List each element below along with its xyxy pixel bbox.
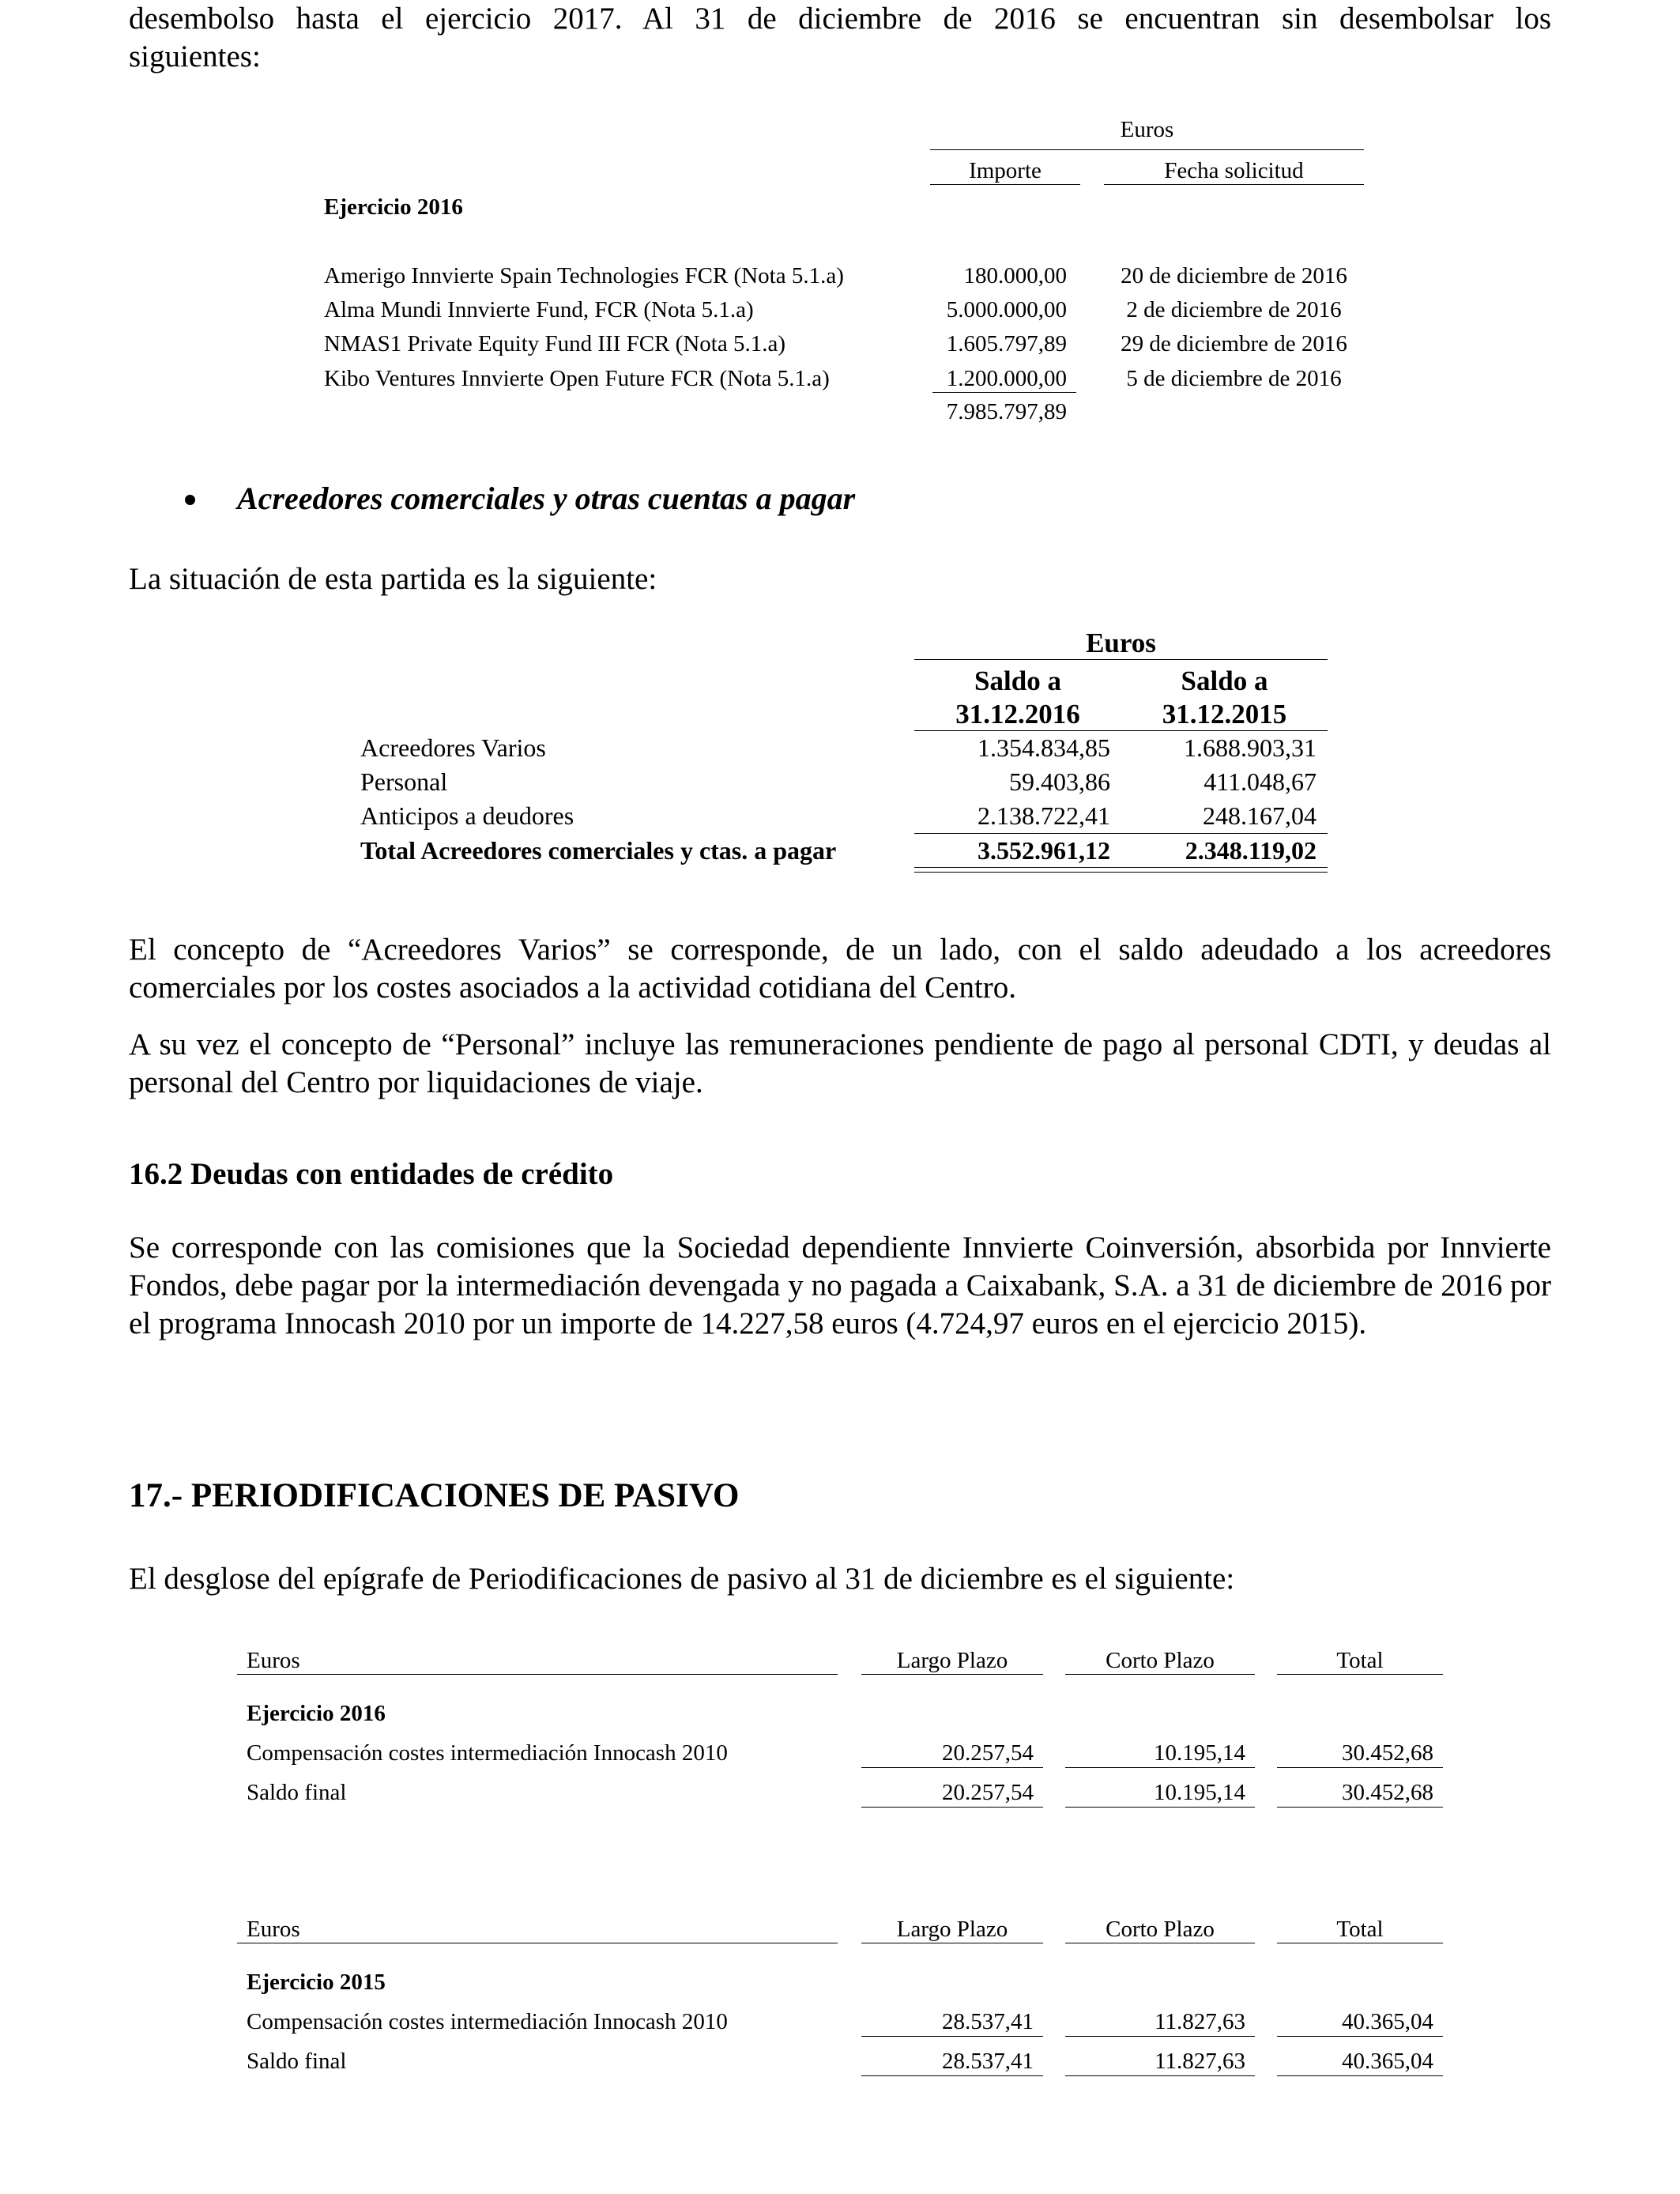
pending-row-label: Amerigo Innvierte Spain Technologies FCR (Nota 5.1.a) — [324, 263, 844, 288]
pending-row-label: Kibo Ventures Innvierte Open Future FCR (Nota 5.1.a) — [324, 366, 830, 391]
periodificaciones-heading: 17.- PERIODIFICACIONES DE PASIVO — [129, 1477, 740, 1514]
pending-row-label: NMAS1 Private Equity Fund III FCR (Nota 5.1.a) — [324, 331, 785, 356]
pending-row-importe: 180.000,00 — [963, 263, 1067, 288]
pending-row-fecha: 5 de diciembre de 2016 — [1126, 366, 1342, 391]
pending-row-label: Alma Mundi Innvierte Fund, FCR (Nota 5.1.a) — [324, 297, 754, 322]
bullet-icon — [185, 495, 195, 505]
pending-row-fecha: 20 de diciembre de 2016 — [1121, 263, 1347, 288]
acreedores-row-2016: 2.138.722,41 — [977, 801, 1110, 830]
acreedores-row-2016: 59.403,86 — [1009, 767, 1110, 796]
acreedores-total-2016: 3.552.961,12 — [977, 836, 1110, 865]
acreedores-col-2015-line2: 31.12.2015 — [1162, 699, 1287, 729]
acreedores-paragraph-1: El concepto de “Acreedores Varios” se corresponde, de un lado, con el saldo adeudado a los acreedores comerciales por los costes asociados a la actividad cotidiana del Centro. — [129, 933, 1551, 1005]
acreedores-heading: Acreedores comerciales y otras cuentas a pagar — [237, 481, 856, 516]
row-corto: 11.827,63 — [1155, 2009, 1245, 2034]
pending-table-group-header: Euros — [1120, 117, 1174, 142]
saldo-largo: 28.537,41 — [942, 2049, 1034, 2074]
acreedores-col-2016-line1: Saldo a — [974, 665, 1061, 696]
saldo-total: 40.365,04 — [1342, 2049, 1433, 2074]
saldo-total: 30.452,68 — [1342, 1780, 1433, 1805]
acreedores-row-2016: 1.354.834,85 — [977, 733, 1110, 762]
acreedores-col-2016-line2: 31.12.2016 — [955, 699, 1080, 729]
acreedores-col-2015-line1: Saldo a — [1181, 665, 1268, 696]
deudas-heading: 16.2 Deudas con entidades de crédito — [129, 1157, 614, 1191]
row-largo: 20.257,54 — [942, 1740, 1034, 1766]
saldo-largo: 20.257,54 — [942, 1780, 1034, 1805]
periodificaciones-intro: El desglose del epígrafe de Periodificaciones de pasivo al 31 de diciembre es el siguiente: — [129, 1562, 1235, 1596]
acreedores-row-2015: 1.688.903,31 — [1184, 733, 1317, 762]
intro-paragraph — [129, 0, 1551, 76]
row-corto: 10.195,14 — [1154, 1740, 1245, 1766]
col-largo-plazo: Largo Plazo — [896, 1917, 1008, 1942]
pending-row-fecha: 2 de diciembre de 2016 — [1126, 297, 1342, 322]
acreedores-row-2015: 248.167,04 — [1203, 801, 1317, 830]
pending-row-importe: 5.000.000,00 — [946, 297, 1067, 322]
pending-col-importe: Importe — [969, 158, 1042, 183]
intro-line-1: desembolso hasta el ejercicio 2017. Al 31 de diciembre de 2016 se encuentran sin desembolsar los — [129, 2, 1551, 36]
row-total: 40.365,04 — [1342, 2009, 1433, 2034]
section-label: Ejercicio 2016 — [247, 1701, 386, 1726]
col-corto-plazo: Corto Plazo — [1106, 1917, 1215, 1942]
pending-col-fecha: Fecha solicitud — [1164, 158, 1304, 183]
col-total: Total — [1336, 1917, 1384, 1942]
pending-total: 7.985.797,89 — [946, 399, 1067, 424]
row-label: Compensación costes intermediación Innocash 2010 — [247, 2009, 728, 2034]
pending-row-importe: 1.605.797,89 — [946, 331, 1067, 356]
acreedores-row-label: Anticipos a deudores — [360, 801, 574, 830]
pending-section-label: Ejercicio 2016 — [324, 194, 463, 220]
row-label: Compensación costes intermediación Innocash 2010 — [247, 1740, 728, 1766]
saldo-label: Saldo final — [247, 1780, 347, 1805]
pending-row-importe: 1.200.000,00 — [946, 366, 1067, 391]
col-corto-plazo: Corto Plazo — [1106, 1648, 1215, 1673]
acreedores-total-2015: 2.348.119,02 — [1185, 836, 1317, 865]
acreedores-row-label: Acreedores Varios — [360, 733, 546, 762]
acreedores-row-label: Personal — [360, 767, 448, 796]
row-largo: 28.537,41 — [942, 2009, 1034, 2034]
row-total: 30.452,68 — [1342, 1740, 1433, 1766]
pending-row-fecha: 29 de diciembre de 2016 — [1121, 331, 1347, 356]
acreedores-total-label: Total Acreedores comerciales y ctas. a pagar — [360, 836, 837, 865]
col-euros: Euros — [247, 1648, 300, 1673]
intro-line-2: siguientes: — [129, 40, 261, 74]
acreedores-row-2015: 411.048,67 — [1203, 767, 1317, 796]
saldo-corto: 11.827,63 — [1155, 2049, 1245, 2074]
acreedores-paragraph-2: A su vez el concepto de “Personal” incluye las remuneraciones pendiente de pago al personal CDTI, y deudas al personal del Centro por liquidaciones de viaje. — [129, 1027, 1551, 1099]
col-total: Total — [1336, 1648, 1384, 1673]
deudas-paragraph: Se corresponde con las comisiones que la Sociedad dependiente Innvierte Coinversión, absorbida por Innvierte Fondos, debe pagar por la intermediación devengada y no pagada a Caixabank, S.A. a 31 de diciembre de 2016 por el programa Innocash 2010 por un importe de 14.227,58 euros (4.724,97 euros en el ejercicio 2015). — [129, 1231, 1551, 1340]
section-label: Ejercicio 2015 — [247, 1970, 386, 1995]
col-euros: Euros — [247, 1917, 300, 1942]
saldo-label: Saldo final — [247, 2049, 347, 2074]
acreedores-group-header: Euros — [1086, 628, 1156, 658]
col-largo-plazo: Largo Plazo — [896, 1648, 1008, 1673]
acreedores-intro: La situación de esta partida es la siguiente: — [129, 562, 657, 596]
saldo-corto: 10.195,14 — [1154, 1780, 1245, 1805]
